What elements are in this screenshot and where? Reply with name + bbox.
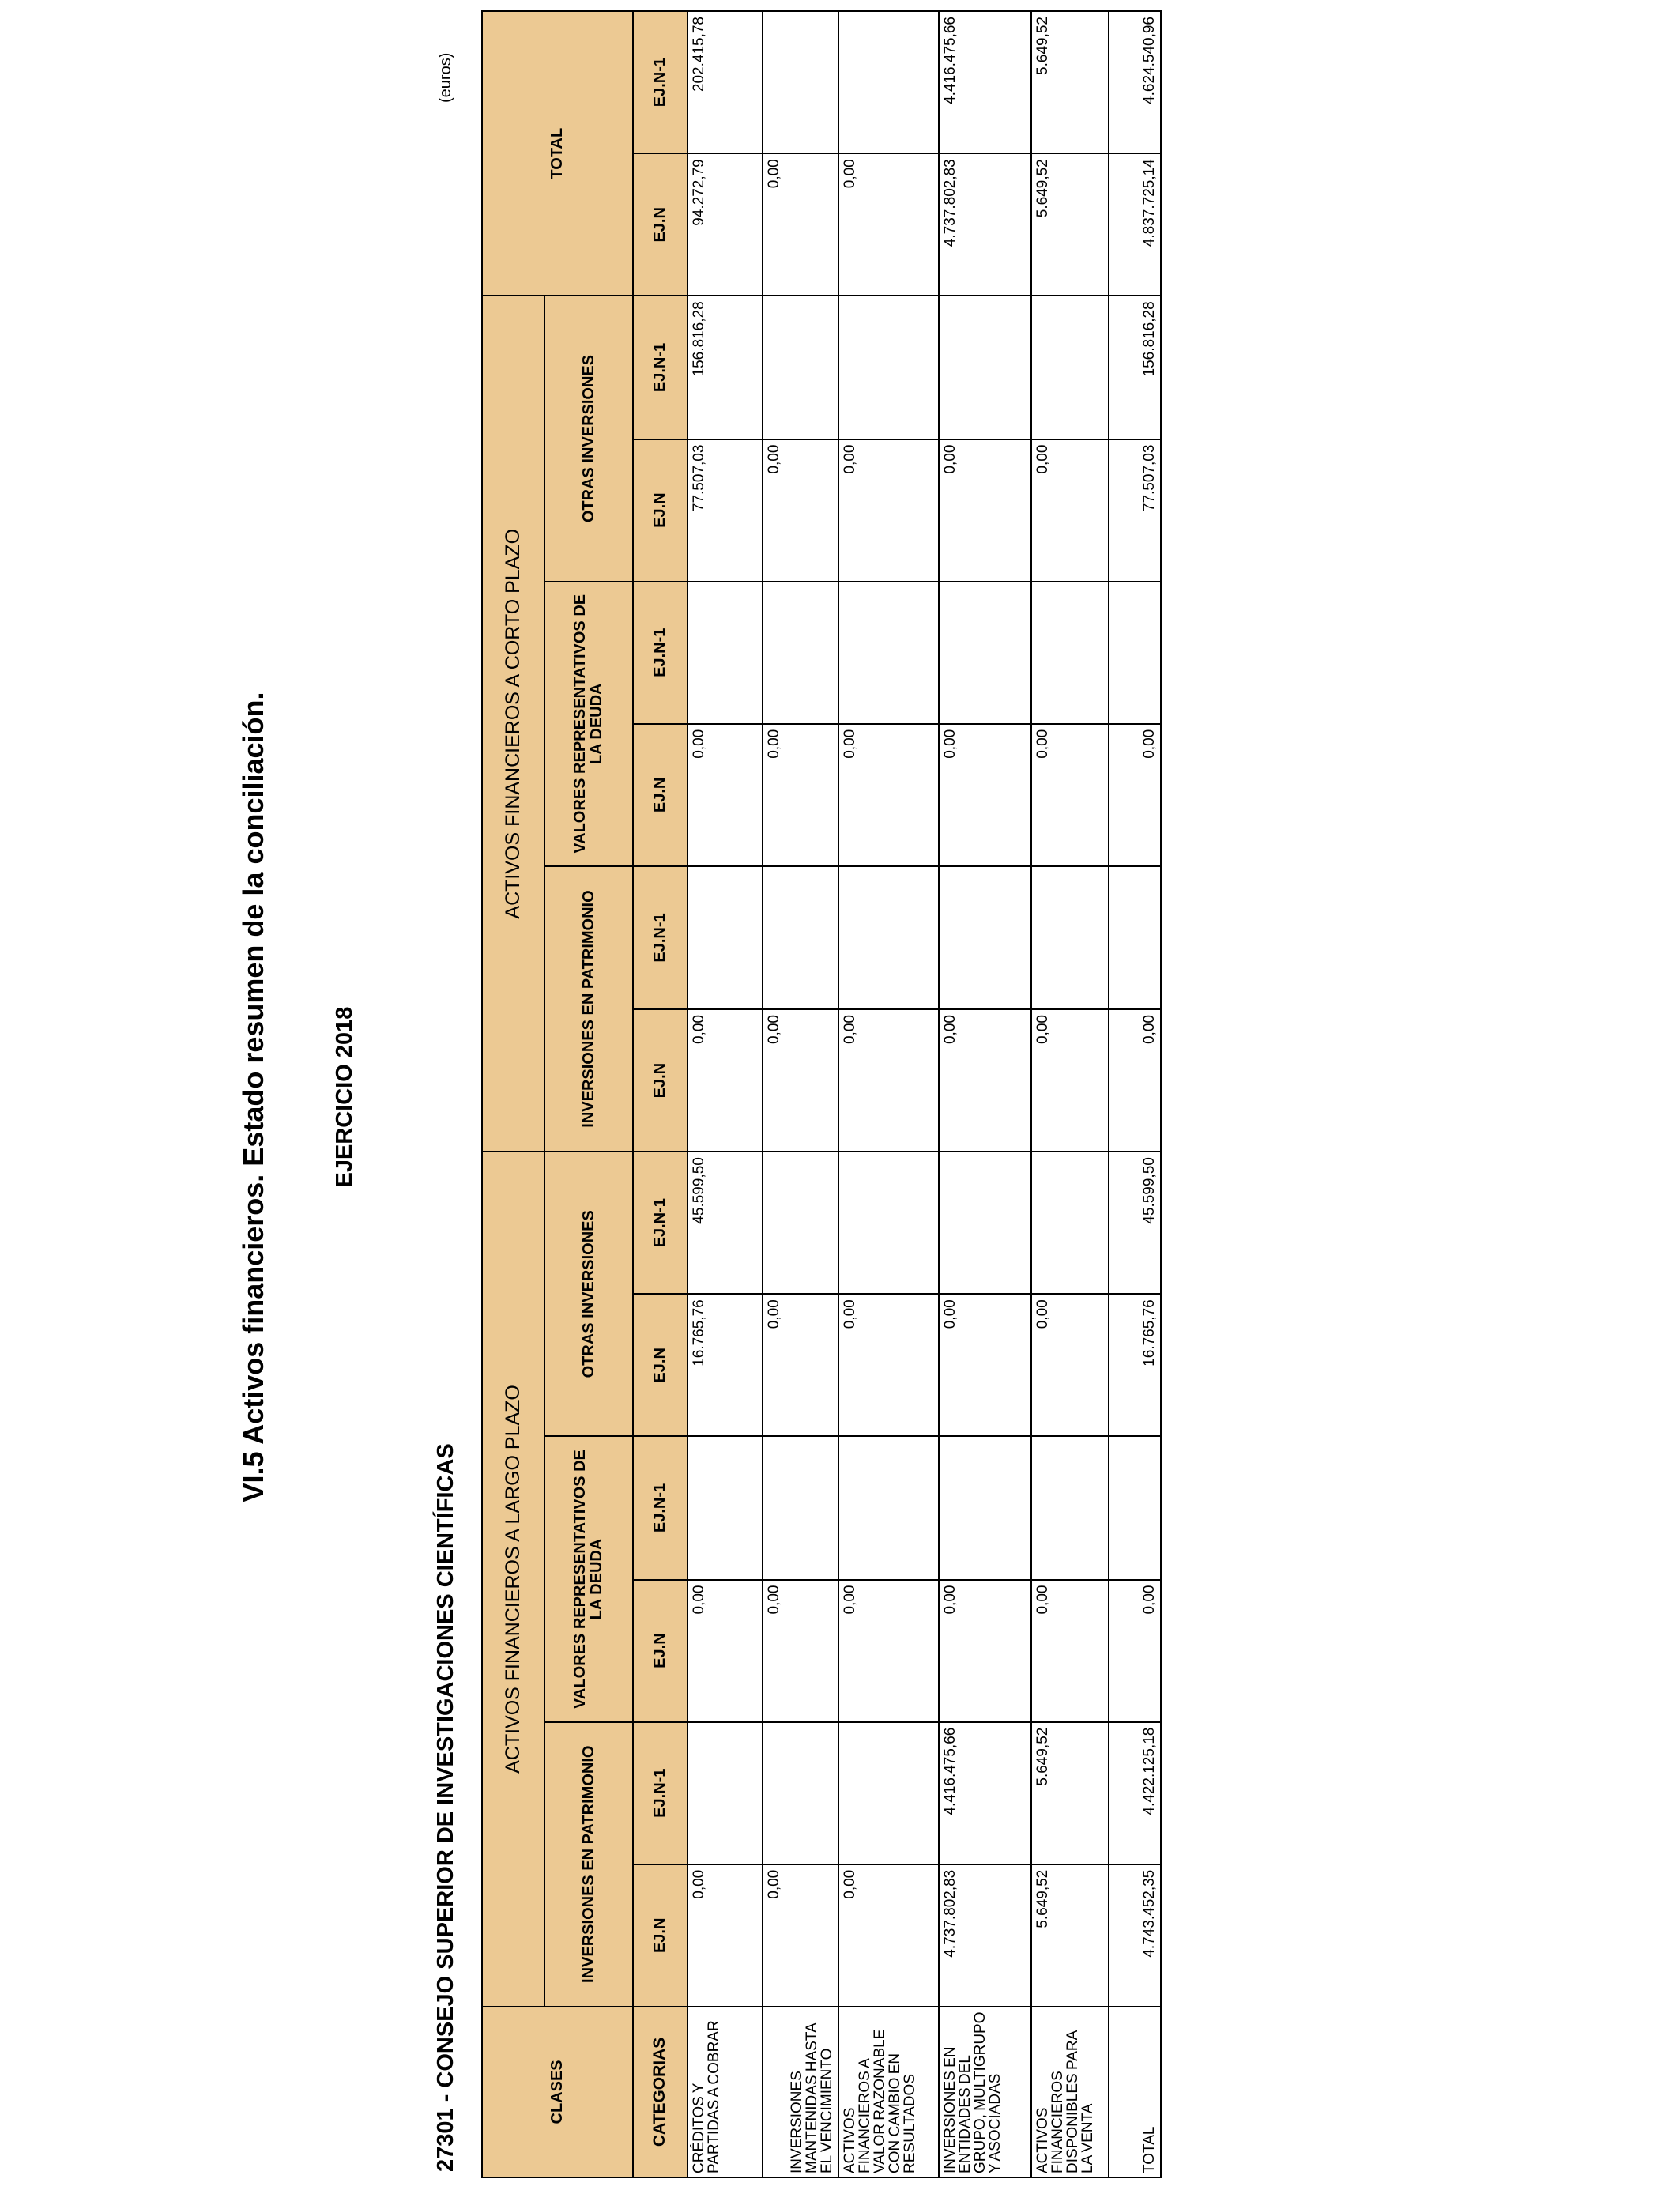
header-row-1: [482, 11, 544, 2177]
row-category: INVERSIONES MANTENIDAS HASTA EL VENCIMIENTO: [763, 2007, 838, 2177]
cell-value: [838, 1436, 939, 1579]
cell-value: 5.649,52: [1031, 1864, 1109, 2007]
cell-value: [939, 866, 1031, 1009]
header-ej-n1: EJ.N-1: [633, 1436, 687, 1579]
header-ej-n1: EJ.N-1: [633, 296, 687, 439]
cell-value: 156.816,28: [1109, 296, 1161, 439]
cell-value: 5.649,52: [1031, 11, 1109, 153]
header-ej-n: EJ.N: [633, 153, 687, 296]
cell-value: 0,00: [687, 724, 763, 866]
header-lp-otras-inversiones: OTRAS INVERSIONES: [544, 1152, 633, 1436]
cell-value: 77.507,03: [1109, 439, 1161, 582]
fiscal-year-heading: EJERCICIO 2018: [332, 1006, 357, 1188]
cell-value: 0,00: [763, 1294, 838, 1436]
cell-value: [838, 11, 939, 153]
cell-value: [1031, 582, 1109, 724]
header-ej-n1: EJ.N-1: [633, 1722, 687, 1864]
reconciliation-table-wrapper: [481, 10, 1162, 2178]
header-ej-n: EJ.N: [633, 1009, 687, 1152]
cell-value: [939, 296, 1031, 439]
cell-value: 0,00: [763, 439, 838, 582]
header-cp-otras-inversiones: OTRAS INVERSIONES: [544, 296, 633, 581]
header-row-2: [544, 11, 633, 2177]
table-row: [838, 11, 939, 2177]
cell-value: 45.599,50: [1109, 1152, 1161, 1294]
cell-value: 0,00: [838, 724, 939, 866]
cell-value: 156.816,28: [687, 296, 763, 439]
cell-value: 0,00: [939, 1580, 1031, 1722]
document-title: VI.5 Activos financieros. Estado resumen de la conciliación.: [237, 692, 269, 1502]
cell-value: 0,00: [1109, 1580, 1161, 1722]
cell-value: [763, 11, 838, 153]
cell-value: 0,00: [1031, 439, 1109, 582]
cell-value: 4.837.725,14: [1109, 153, 1161, 296]
cell-value: [939, 582, 1031, 724]
cell-value: [939, 1152, 1031, 1294]
header-ej-n1: EJ.N-1: [633, 11, 687, 153]
row-category-total: TOTAL: [1109, 2007, 1161, 2177]
cell-value: [838, 582, 939, 724]
cell-value: 0,00: [763, 724, 838, 866]
cell-value: 0,00: [687, 1580, 763, 1722]
cell-value: [838, 1152, 939, 1294]
cell-value: [1031, 866, 1109, 1009]
row-category: INVERSIONES EN ENTIDADES DEL GRUPO, MULTIGRUPO Y ASOCIADAS: [939, 2007, 1031, 2177]
cell-value: 0,00: [1109, 1009, 1161, 1152]
cell-value: 0,00: [838, 1009, 939, 1152]
cell-value: 4.624.540,96: [1109, 11, 1161, 153]
cell-value: 0,00: [939, 1009, 1031, 1152]
cell-value: [1109, 866, 1161, 1009]
cell-value: 16.765,76: [687, 1294, 763, 1436]
cell-value: [687, 582, 763, 724]
cell-value: [687, 866, 763, 1009]
table-row: [1031, 11, 1109, 2177]
cell-value: 4.422.125,18: [1109, 1722, 1161, 1864]
cell-value: 0,00: [1031, 1009, 1109, 1152]
header-ej-n: EJ.N: [633, 439, 687, 582]
cell-value: 0,00: [1109, 724, 1161, 866]
cell-value: 94.272,79: [687, 153, 763, 296]
cell-value: [687, 1436, 763, 1579]
cell-value: [1109, 582, 1161, 724]
cell-value: 0,00: [763, 1580, 838, 1722]
cell-value: 0,00: [838, 1580, 939, 1722]
cell-value: [763, 296, 838, 439]
row-category: ACTIVOS FINANCIEROS A VALOR RAZONABLE CON CAMBIO EN RESULTADOS: [838, 2007, 939, 2177]
cell-value: 77.507,03: [687, 439, 763, 582]
cell-value: 202.415,78: [687, 11, 763, 153]
cell-value: 0,00: [939, 1294, 1031, 1436]
cell-value: 0,00: [687, 1009, 763, 1152]
cell-value: 4.737.802,83: [939, 1864, 1031, 2007]
cell-value: 0,00: [939, 724, 1031, 866]
cell-value: 0,00: [1031, 1580, 1109, 1722]
cell-value: 0,00: [763, 153, 838, 296]
cell-value: 16.765,76: [1109, 1294, 1161, 1436]
row-category: ACTIVOS FINANCIEROS DISPONIBLES PARA LA VENTA: [1031, 2007, 1109, 2177]
cell-value: [1031, 1152, 1109, 1294]
header-ej-n: EJ.N: [633, 1294, 687, 1436]
cell-value: 0,00: [763, 1864, 838, 2007]
cell-value: 5.649,52: [1031, 153, 1109, 296]
cell-value: [939, 1436, 1031, 1579]
header-ej-n: EJ.N: [633, 1864, 687, 2007]
cell-value: 4.743.452,35: [1109, 1864, 1161, 2007]
header-total: TOTAL: [482, 11, 633, 296]
cell-value: 0,00: [838, 1864, 939, 2007]
header-row-3: [633, 11, 687, 2177]
header-ej-n1: EJ.N-1: [633, 582, 687, 724]
cell-value: [838, 1722, 939, 1864]
header-categorias: CATEGORIAS: [633, 2007, 687, 2177]
cell-value: 4.416.475,66: [939, 11, 1031, 153]
header-clases: CLASES: [482, 2007, 633, 2177]
cell-value: [763, 582, 838, 724]
units-label: (euros): [437, 52, 454, 103]
cell-value: [1109, 1436, 1161, 1579]
header-cp-inversiones-patrimonio: INVERSIONES EN PATRIMONIO: [544, 866, 633, 1152]
header-largo-plazo: ACTIVOS FINANCIEROS A LARGO PLAZO: [482, 1152, 544, 2007]
header-lp-valores-deuda: VALORES REPRESENTATIVOS DE LA DEUDA: [544, 1436, 633, 1721]
reconciliation-table: [481, 10, 1162, 2178]
cell-value: [1031, 296, 1109, 439]
header-cp-valores-deuda: VALORES REPRESENTATIVOS DE LA DEUDA: [544, 582, 633, 866]
cell-value: [1031, 1436, 1109, 1579]
cell-value: 4.737.802,83: [939, 153, 1031, 296]
table-row: [763, 11, 838, 2177]
cell-value: 0,00: [763, 1009, 838, 1152]
cell-value: 4.416.475,66: [939, 1722, 1031, 1864]
table-row: [687, 11, 763, 2177]
cell-value: [838, 296, 939, 439]
cell-value: [763, 1152, 838, 1294]
header-corto-plazo: ACTIVOS FINANCIEROS A CORTO PLAZO: [482, 296, 544, 1152]
header-ej-n1: EJ.N-1: [633, 1152, 687, 1294]
cell-value: 5.649,52: [1031, 1722, 1109, 1864]
cell-value: 45.599,50: [687, 1152, 763, 1294]
header-lp-inversiones-patrimonio: INVERSIONES EN PATRIMONIO: [544, 1722, 633, 2007]
cell-value: 0,00: [838, 1294, 939, 1436]
cell-value: 0,00: [1031, 1294, 1109, 1436]
cell-value: [763, 1722, 838, 1864]
cell-value: 0,00: [939, 439, 1031, 582]
cell-value: [838, 866, 939, 1009]
header-ej-n: EJ.N: [633, 724, 687, 866]
header-ej-n: EJ.N: [633, 1580, 687, 1722]
row-category: CRÉDITOS Y PARTIDAS A COBRAR: [687, 2007, 763, 2177]
header-ej-n1: EJ.N-1: [633, 866, 687, 1009]
cell-value: 0,00: [838, 153, 939, 296]
cell-value: 0,00: [838, 439, 939, 582]
table-row: [939, 11, 1031, 2177]
cell-value: [763, 866, 838, 1009]
cell-value: 0,00: [1031, 724, 1109, 866]
entity-name: 27301 - CONSEJO SUPERIOR DE INVESTIGACIONES CIENTÍFICAS: [433, 1443, 458, 2172]
cell-value: [763, 1436, 838, 1579]
total-row: [1109, 11, 1161, 2177]
cell-value: [687, 1722, 763, 1864]
cell-value: 0,00: [687, 1864, 763, 2007]
